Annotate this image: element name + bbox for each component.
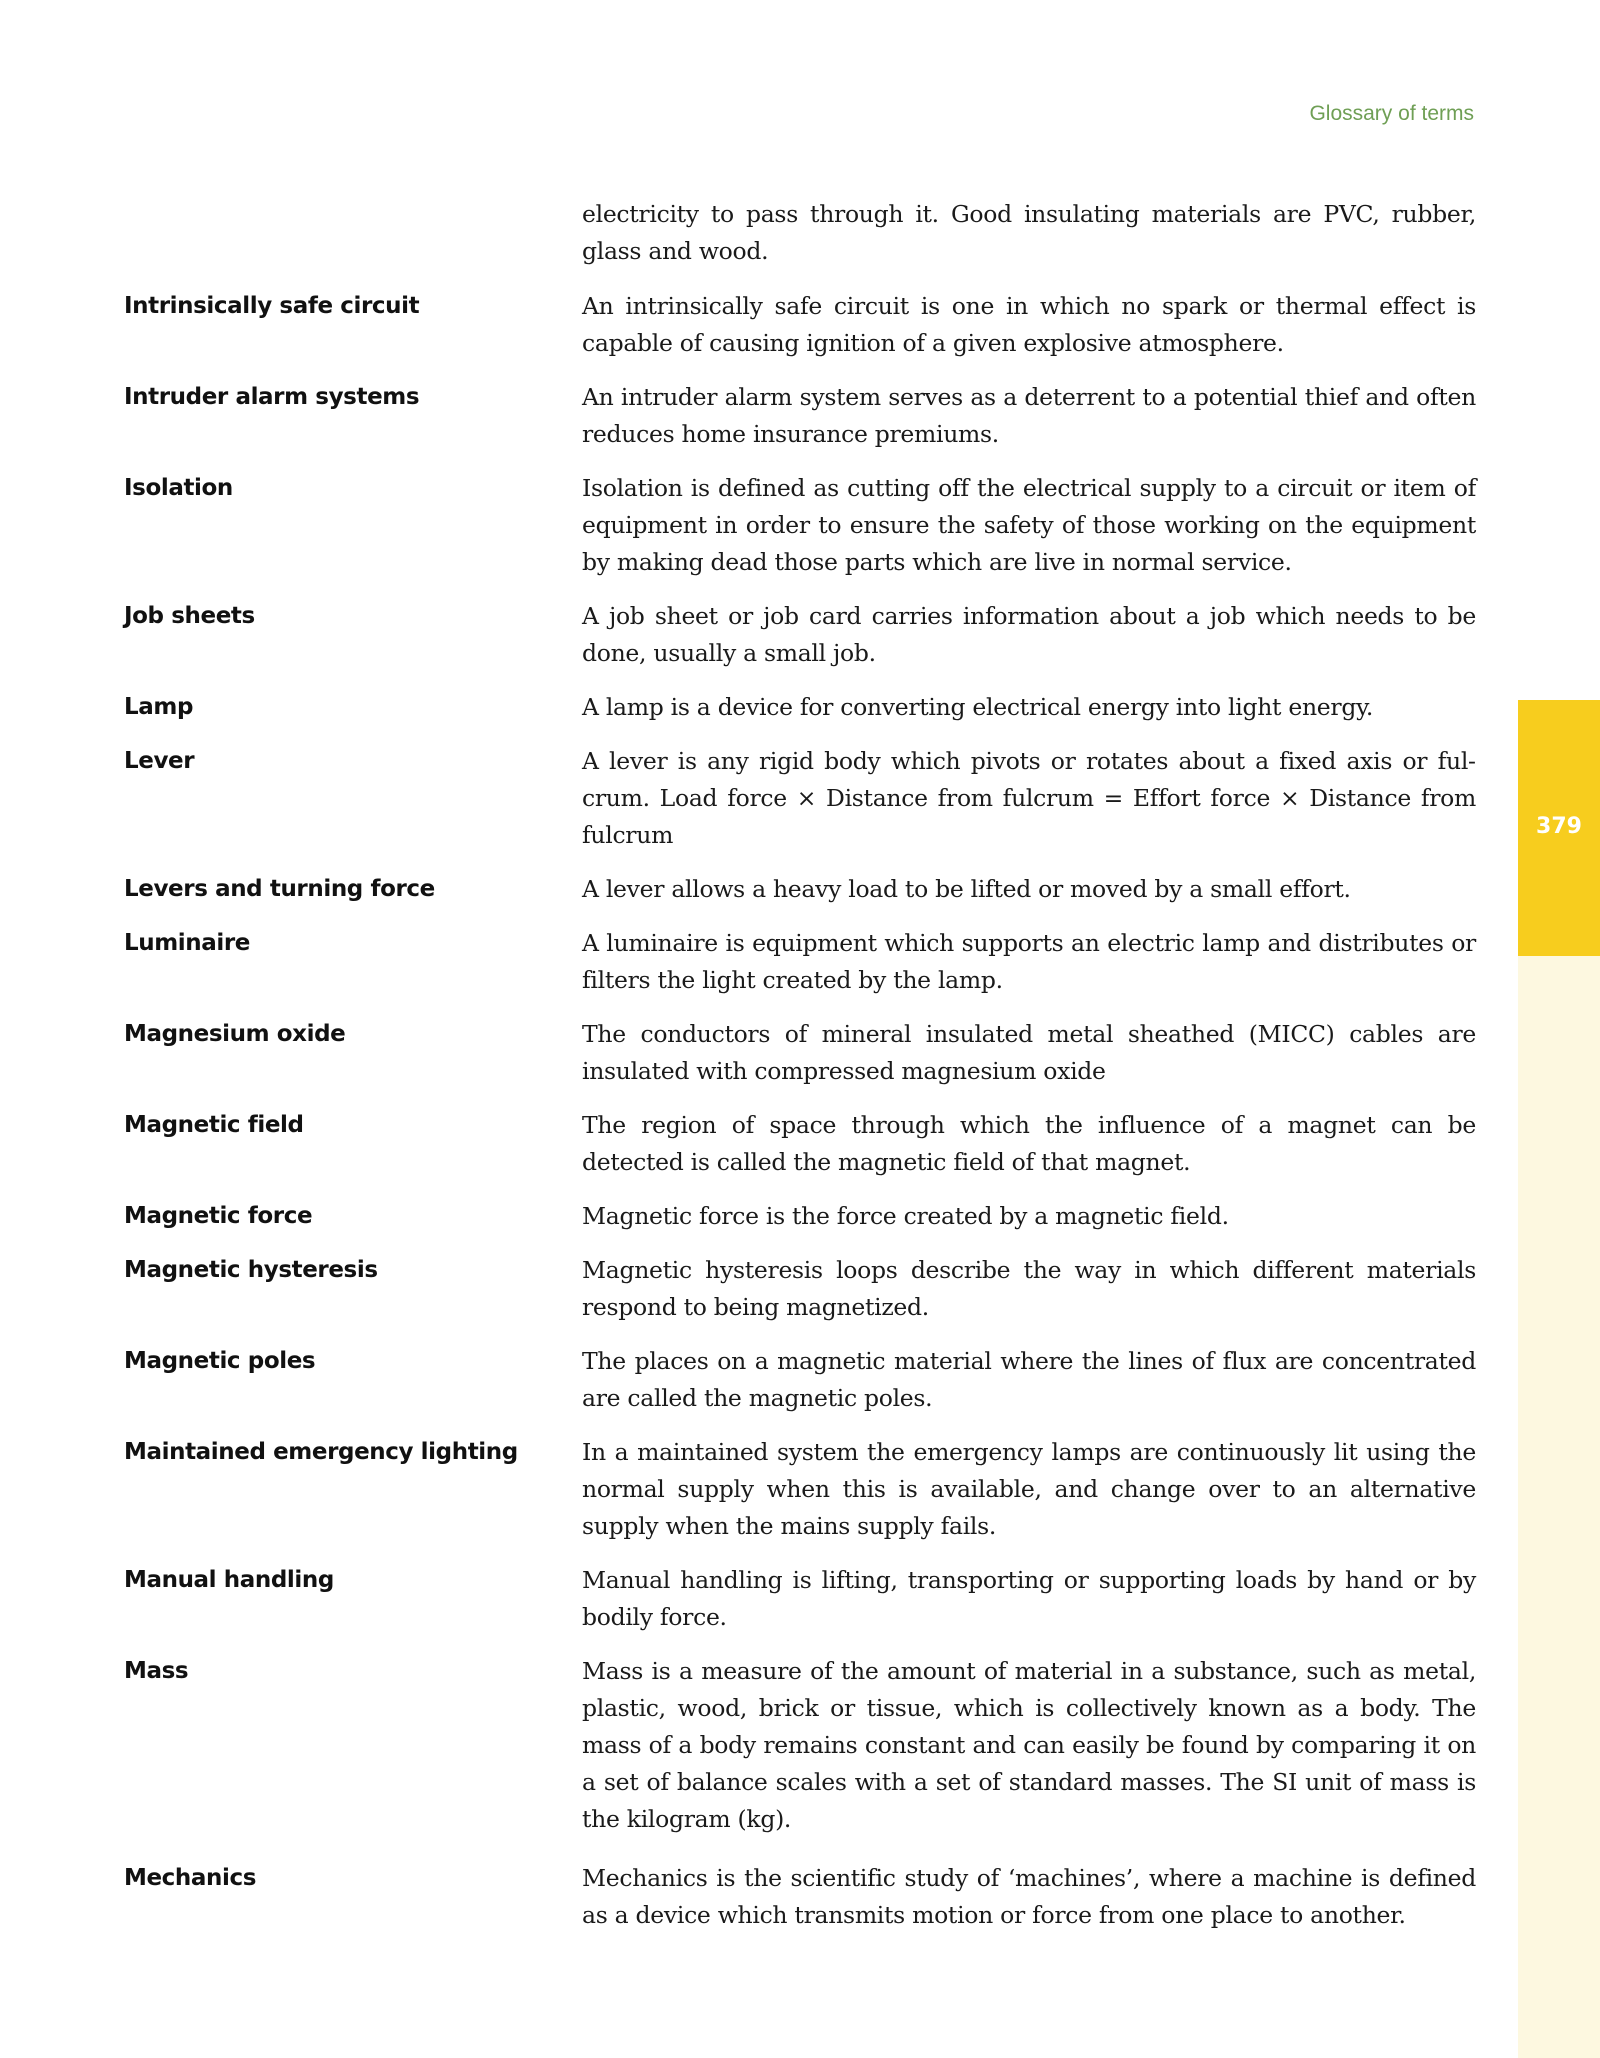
glossary-entry bbox=[124, 379, 1476, 453]
glossary-definition: An intrinsically safe circuit is one in which no spark or thermal effect is capable of causing ignition of a given explosive atmosphere. bbox=[582, 292, 1476, 357]
glossary-definition: Magnetic hysteresis loops describe the way in which different materials respond to being magnetized. bbox=[582, 1256, 1476, 1321]
glossary-definition: A luminaire is equipment which supports an electric lamp and distributes or filters the light created by the lamp. bbox=[582, 929, 1476, 994]
glossary-definition: electricity to pass through it. Good insulating materials are PVC, rubber, glass and wood. bbox=[582, 200, 1476, 265]
glossary-term: Levers and turning force bbox=[124, 876, 435, 902]
glossary-definition: Magnetic force is the force created by a magnetic field. bbox=[582, 1202, 1229, 1230]
glossary-definition: Manual handling is lifting, transporting or supporting loads by hand or by bodily force. bbox=[582, 1566, 1476, 1631]
glossary-term: Luminaire bbox=[124, 930, 250, 956]
glossary-term bbox=[124, 196, 582, 270]
glossary-term: Manual handling bbox=[124, 1567, 334, 1593]
glossary-term: Magnetic hysteresis bbox=[124, 1257, 378, 1283]
glossary-definition: The places on a magnetic material where the lines of flux are concentrated are called the magnetic poles. bbox=[582, 1347, 1476, 1412]
glossary-term: Lamp bbox=[124, 694, 194, 720]
glossary-term: Mass bbox=[124, 1658, 189, 1684]
glossary-term: Lever bbox=[124, 748, 195, 774]
glossary-entry bbox=[124, 1252, 1476, 1326]
glossary-entry bbox=[124, 288, 1476, 362]
glossary-entry bbox=[124, 1198, 1476, 1235]
glossary-list bbox=[124, 196, 1476, 1951]
glossary-term: Isolation bbox=[124, 475, 233, 501]
glossary-definition: A lever allows a heavy load to be lifted or moved by a small effort. bbox=[582, 875, 1351, 903]
glossary-term: Intruder alarm systems bbox=[124, 384, 420, 410]
glossary-definition: The region of space through which the influence of a magnet can be detected is called the magnetic field of that magnet. bbox=[582, 1111, 1476, 1176]
glossary-definition: Isolation is defined as cutting off the electrical supply to a circuit or item of equipment in order to ensure the safety of those working on the equipment by making dead those parts which are live in normal service. bbox=[582, 474, 1476, 576]
page-number: 379 bbox=[1536, 814, 1582, 839]
glossary-term: Magnetic field bbox=[124, 1112, 304, 1138]
glossary-entry bbox=[124, 1434, 1476, 1545]
glossary-definition: A job sheet or job card carries information about a job which needs to be done, usually a small job. bbox=[582, 602, 1476, 667]
glossary-definition: The conductors of mineral insulated metal sheathed (MICC) cables are insulated with compressed magnesium oxide bbox=[582, 1020, 1476, 1085]
glossary-term: Mechanics bbox=[124, 1865, 256, 1891]
glossary-definition: In a maintained system the emergency lamps are continuously lit using the normal supply when this is available, and change over to an alternative supply when the mains supply fails. bbox=[582, 1438, 1476, 1540]
glossary-entry bbox=[124, 598, 1476, 672]
glossary-term: Magnetic force bbox=[124, 1203, 313, 1229]
glossary-definition: Mechanics is the scientific study of ‘machines’, where a machine is defined as a device which transmits motion or force from one place to another. bbox=[582, 1864, 1476, 1929]
glossary-entry bbox=[124, 925, 1476, 999]
running-header: Glossary of terms bbox=[1309, 102, 1474, 125]
glossary-entry bbox=[124, 1016, 1476, 1090]
glossary-entry bbox=[124, 871, 1476, 908]
glossary-definition: An intruder alarm system serves as a deterrent to a potential thief and often reduces home insurance premiums. bbox=[582, 383, 1476, 448]
glossary-entry bbox=[124, 1343, 1476, 1417]
glossary-term: Magnetic poles bbox=[124, 1348, 316, 1374]
glossary-entry bbox=[124, 1107, 1476, 1181]
glossary-term: Job sheets bbox=[124, 603, 255, 629]
glossary-term: Maintained emergency lighting bbox=[124, 1439, 518, 1465]
glossary-entry bbox=[124, 1653, 1476, 1838]
glossary-entry bbox=[124, 470, 1476, 581]
glossary-entry bbox=[124, 1562, 1476, 1636]
glossary-entry bbox=[124, 689, 1476, 726]
glossary-definition: A lever is any rigid body which pivots or rotates about a fixed axis or fulcrum. Load force × Distance from fulcrum = Effort force × Distance from fulcrum bbox=[582, 747, 1476, 849]
glossary-definition: A lamp is a device for converting electrical energy into light energy. bbox=[582, 693, 1374, 721]
glossary-entry-continuation bbox=[124, 196, 1476, 270]
glossary-term: Intrinsically safe circuit bbox=[124, 293, 420, 319]
glossary-entry bbox=[124, 743, 1476, 854]
glossary-term: Magnesium oxide bbox=[124, 1021, 346, 1047]
glossary-entry bbox=[124, 1860, 1476, 1934]
glossary-definition: Mass is a measure of the amount of material in a substance, such as metal, plastic, wood, brick or tissue, which is collectively known as a body. The mass of a body remains constant and can easily be found by comparing it on a set of balance scales with a set of standard masses. The SI unit of mass is the kilogram (kg). bbox=[582, 1657, 1476, 1833]
